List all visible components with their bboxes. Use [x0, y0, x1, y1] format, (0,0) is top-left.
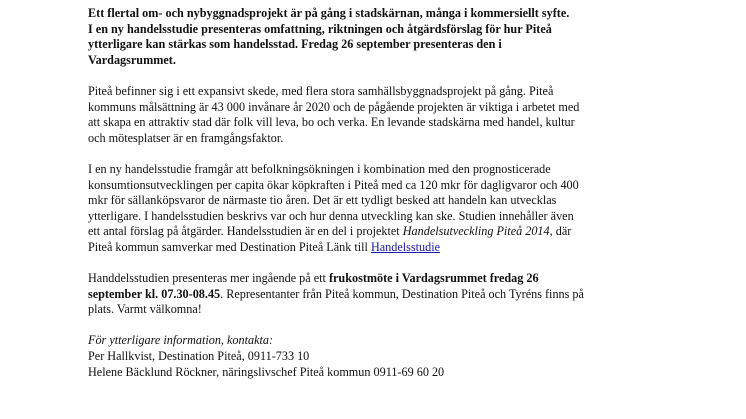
p3-line-3: plats. Varmt välkomna! [88, 302, 202, 317]
document-body [88, 6, 663, 380]
p3-line-1: Handdelsstudien presenteras mer ingående på ett [88, 271, 329, 286]
p2-line-4: ytterligare. I handelsstudien beskrivs var och hur denna utveckling kan ske. Studien innehåller även [88, 208, 574, 223]
p2-line-3: mkr för sällanköpsvaror de närmaste tio åren. Det är ett tydligt besked att handeln kan utvecklas [88, 193, 557, 208]
contact-person-1: Per Hallkvist, Destination Piteå, 0911-733 10 [88, 349, 310, 364]
project-name: Handelsutveckling Piteå 2014 [402, 224, 550, 239]
p1-line-2: kommuns målsättning är 43 000 invånare år 2020 och de pågående projekten är viktiga i arbetet med [88, 99, 580, 114]
handelsstudie-link[interactable]: Handelsstudie [370, 239, 441, 254]
paragraph-expansion [88, 84, 663, 146]
lead-paragraph [88, 6, 663, 68]
p1-line-4: och mötesplatser är en framgångsfaktor. [88, 130, 284, 145]
paragraph-frukostmote [88, 271, 663, 318]
p2-line-6: Piteå kommun samverkar med Destination Piteå Länk till [88, 239, 371, 254]
lead-line-3: ytterligare kan stärkas som handelsstad. Fredag 26 september presenteras den i [88, 37, 502, 52]
lead-line-1: Ett flertal om- och nybyggnadsprojekt är på gång i stadskärnan, många i kommersiellt syfte. [88, 6, 570, 20]
paragraph-handelsstudie [88, 162, 663, 256]
p2-line-2: konsumtionsutvecklingen per capita ökar köpkraften i Piteå med ca 120 mkr för dagligvaror och 400 [88, 177, 579, 192]
p2-line-1: I en ny handelsstudie framgår att befolkningsökningen i kombination med den prognosticerade [88, 161, 551, 176]
lead-line-2: I en ny handelsstudie presenteras omfattning, riktningen och åtgärdsförslag för hur Piteå [88, 21, 552, 36]
p3-event-bold-2: september kl. 07.30-08.45 [88, 286, 221, 301]
lead-line-4: Vardagsrummet. [88, 52, 176, 67]
p1-line-1: Piteå befinner sig i ett expansivt skede, med flera stora samhällsbyggnadsprojekt på gång. Piteå [88, 83, 554, 98]
contact-block [88, 333, 663, 380]
p2-line-5-end: , där [549, 224, 572, 239]
p3-line-2-end: . Representanter från Piteå kommun, Destination Piteå och Tyréns finns på [220, 286, 584, 301]
contact-heading: För ytterligare information, kontakta: [88, 333, 274, 348]
p3-event-bold-1: frukostmöte i Vardagsrummet fredag 26 [328, 271, 539, 286]
p2-line-5: ett antal förslag på åtgärder. Handelsstudien är en del i projektet [88, 224, 403, 239]
contact-person-2: Helene Bäcklund Röckner, näringslivschef Piteå kommun 0911-69 60 20 [88, 364, 445, 379]
p1-line-3: att skapa en attraktiv stad där folk vill leva, bo och verka. En levande stadskärna med handel, kultur [88, 115, 575, 130]
